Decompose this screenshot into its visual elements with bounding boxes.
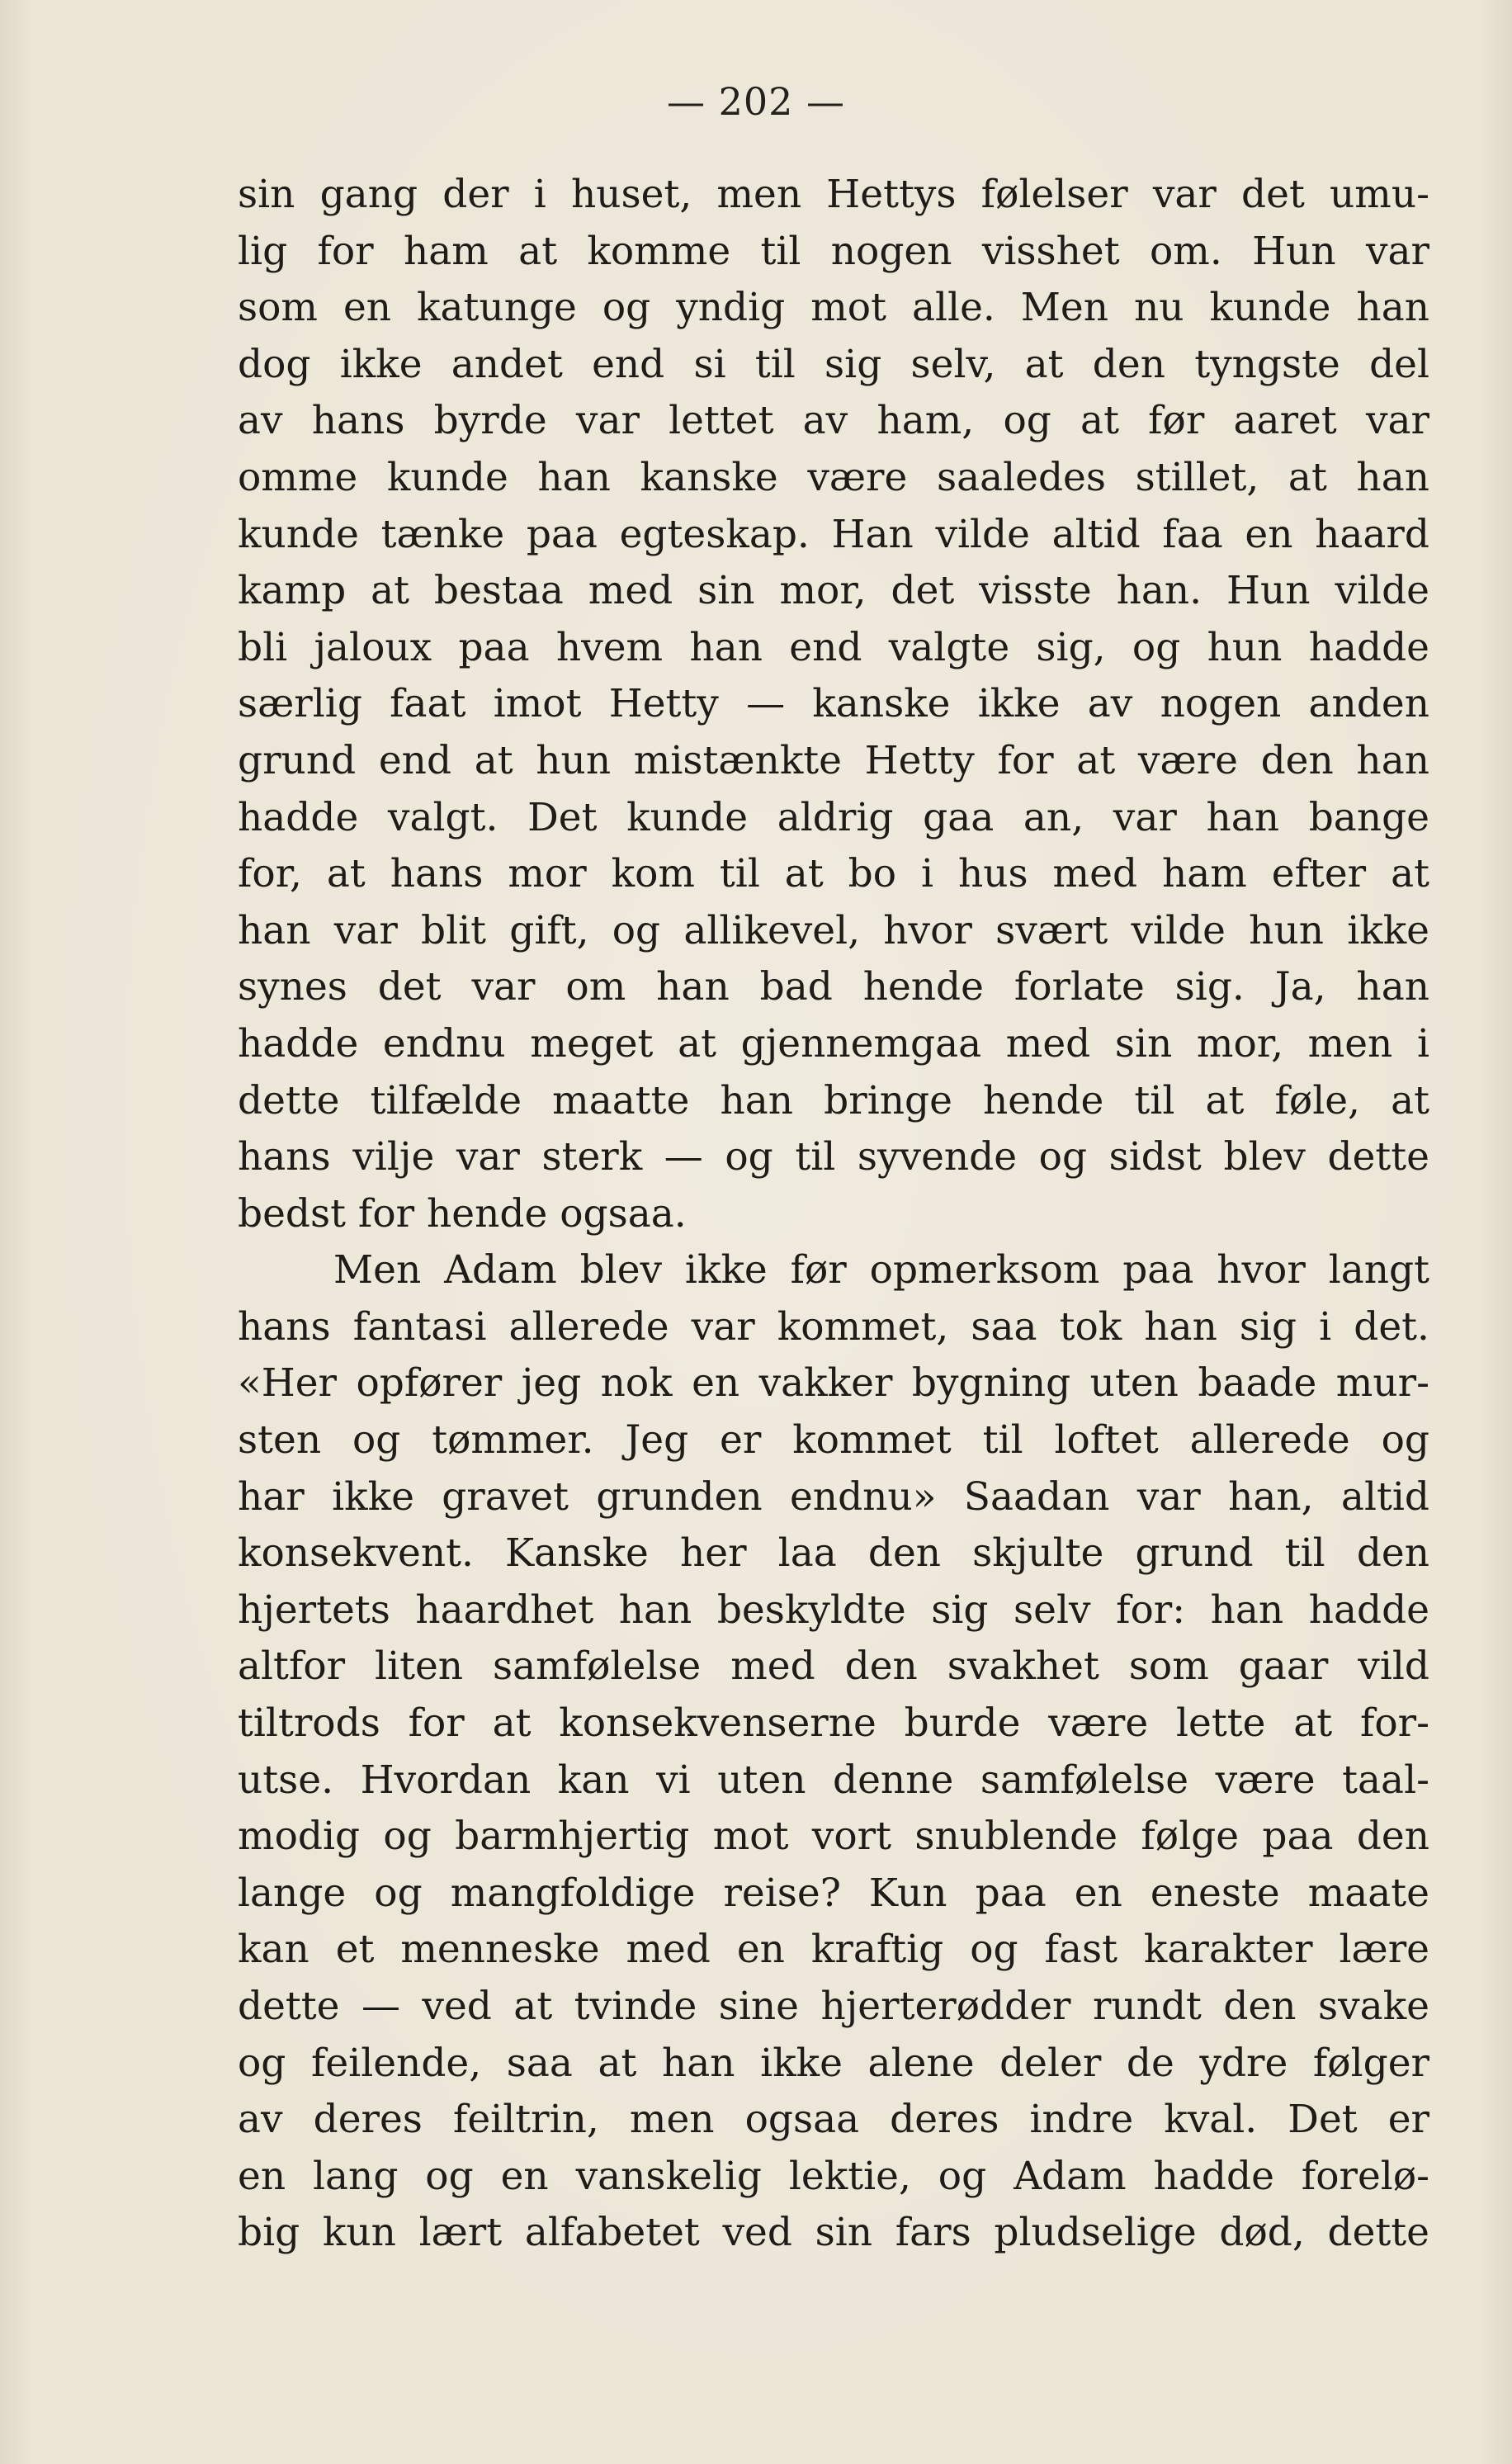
text-line: sin gang der i huset, men Hettys følelser var det umu- [238, 172, 1429, 217]
text-line: av deres feiltrin, men ogsaa deres indre kval. Det er [238, 2097, 1429, 2143]
text-line: big kun lært alfabetet ved sin fars pludselige død, dette [238, 2210, 1429, 2256]
text-line: hjertets haardhet han beskyldte sig selv for: han hadde [238, 1587, 1429, 1633]
text-line: av hans byrde var lettet av ham, og at før aaret var [238, 398, 1429, 444]
text-line: og feilende, saa at han ikke alene deler de ydre følger [238, 2040, 1429, 2086]
text-line: konsekvent. Kanske her laa den skjulte grund til den [238, 1530, 1429, 1577]
text-line: sten og tømmer. Jeg er kommet til loftet allerede og [238, 1417, 1429, 1464]
body-text [238, 167, 1429, 2262]
text-line: kamp at bestaa med sin mor, det visste han. Hun vilde [238, 568, 1429, 614]
text-line: som en katunge og yndig mot alle. Men nu kunde han [238, 285, 1429, 331]
paragraph-start-line: Men Adam blev ikke før opmerksom paa hvor langt [333, 1247, 1429, 1293]
text-line: for, at hans mor kom til at bo i hus med ham efter at [238, 851, 1429, 897]
text-line: dette — ved at tvinde sine hjerterødder rundt den svake [238, 1984, 1429, 2029]
text-line: hadde endnu meget at gjennemgaa med sin mor, men i [238, 1020, 1429, 1066]
text-line: lig for ham at komme til nogen visshet om. Hun var [238, 228, 1429, 274]
text-line: utse. Hvordan kan vi uten denne samfølelse være taal- [238, 1757, 1429, 1803]
text-line: «Her opfører jeg nok en vakker bygning uten baade mur- [238, 1360, 1429, 1407]
text-line: bli jaloux paa hvem han end valgte sig, og hun hadde [238, 624, 1429, 670]
text-line: hans fantasi allerede var kommet, saa tok han sig i det. [238, 1303, 1429, 1350]
text-line: han var blit gift, og allikevel, hvor svært vilde hun ikke [238, 907, 1429, 953]
text-line: omme kunde han kanske være saaledes stillet, at han [238, 454, 1429, 500]
text-line: hans vilje var sterk — og til syvende og sidst blev dette [238, 1134, 1429, 1180]
text-line: grund end at hun mistænkte Hetty for at være den han [238, 737, 1429, 783]
text-line: særlig faat imot Hetty — kanske ikke av nogen anden [238, 681, 1429, 727]
text-line: kunde tænke paa egteskap. Han vilde altid faa en haard [238, 511, 1429, 557]
text-line: har ikke gravet grunden endnu» Saadan var han, altid [238, 1473, 1429, 1520]
text-line: en lang og en vanskelig lektie, og Adam hadde forelø- [238, 2153, 1429, 2199]
text-line: modig og barmhjertig mot vort snublende følge paa den [238, 1814, 1429, 1860]
text-line: tiltrods for at konsekvenserne burde være lette at for- [238, 1700, 1429, 1747]
text-line: hadde valgt. Det kunde aldrig gaa an, var han bange [238, 794, 1429, 840]
text-line: dette tilfælde maatte han bringe hende til at føle, at [238, 1077, 1429, 1123]
text-line: lange og mangfoldige reise? Kun paa en eneste maate [238, 1870, 1429, 1916]
text-line: dog ikke andet end si til sig selv, at den tyngste del [238, 341, 1429, 387]
paragraph-end-line: bedst for hende ogsaa. [238, 1190, 687, 1237]
text-line: synes det var om han bad hende forlate sig. Ja, han [238, 964, 1429, 1010]
text-line: kan et menneske med en kraftig og fast karakter lære [238, 1927, 1429, 1973]
page-number: — 202 — [666, 79, 846, 124]
text-line: altfor liten samfølelse med den svakhet som gaar vild [238, 1643, 1429, 1690]
